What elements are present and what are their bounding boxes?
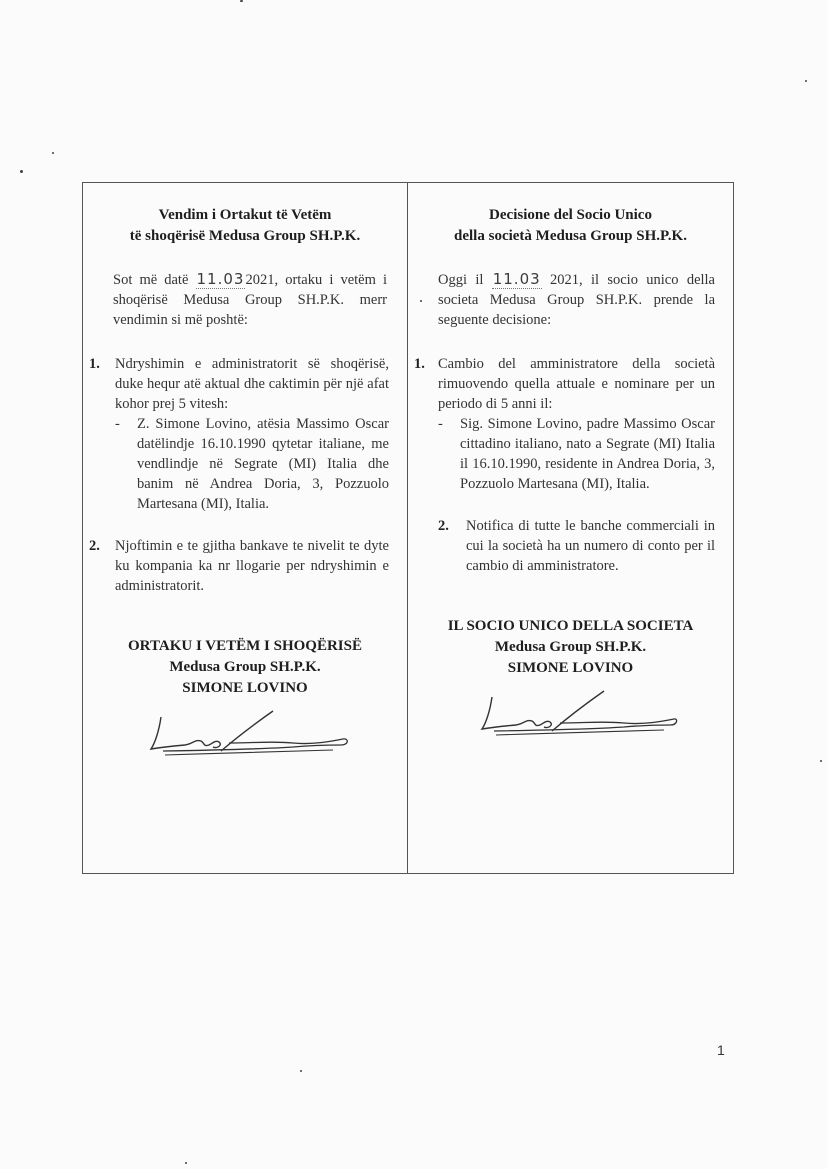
scan-speck — [300, 1070, 302, 1072]
albanian-intro — [83, 269, 407, 330]
albanian-item-1-text: Ndryshimin e administratorit së shoqërisë, duke hequr atë aktual dhe caktimin për një afat kohor prej 5 vitesh: — [115, 356, 389, 412]
albanian-signature-block — [83, 636, 407, 699]
albanian-handwritten-signature — [143, 703, 353, 763]
scan-speck — [420, 300, 422, 302]
italian-column — [408, 183, 733, 873]
albanian-intro-before: Sot më datë — [113, 272, 189, 288]
scan-speck — [52, 152, 54, 154]
albanian-item-1 — [83, 354, 407, 514]
albanian-handwritten-date: 11.03 — [196, 270, 245, 288]
italian-sign-line2: Medusa Group SH.P.K. — [494, 639, 647, 655]
albanian-title-line2: të shoqërisë Medusa Group SH.P.K. — [129, 228, 361, 244]
scan-speck — [805, 80, 807, 82]
albanian-subitem-dash: - — [115, 416, 120, 432]
italian-subitem-dash: - — [438, 416, 443, 432]
italian-intro-before: Oggi il — [438, 272, 484, 288]
albanian-subitem-text: Z. Simone Lovino, atësia Massimo Oscar datëlindje 16.10.1990 qytetar italiane, me vendlindje në Segrate (MI) Italia dhe banim në Andrea Doria, 3, Pozzuolo Martesana (MI), Italia. — [137, 416, 389, 512]
italian-item-1-number: 1. — [414, 356, 425, 372]
scan-speck — [20, 170, 23, 173]
italian-subitem-text: Sig. Simone Lovino, padre Massimo Oscar cittadino italiano, nato a Segrate (MI) Italia il 16.10.1990, residente in Andrea Doria, 3, Pozzuolo Martesana (MI), Italia. — [460, 416, 715, 492]
italian-item-2 — [408, 516, 733, 576]
italian-intro — [408, 269, 733, 330]
italian-sign-line1: IL SOCIO UNICO DELLA SOCIETA — [447, 618, 694, 634]
italian-signature-block — [408, 616, 733, 679]
albanian-sign-line2: Medusa Group SH.P.K. — [169, 659, 321, 675]
albanian-item-2 — [83, 536, 407, 596]
albanian-title — [83, 205, 407, 247]
italian-title — [408, 205, 733, 247]
italian-handwritten-signature — [470, 683, 680, 743]
italian-handwritten-date: 11.03 — [492, 270, 541, 288]
italian-title-line1: Decisione del Socio Unico — [489, 207, 652, 223]
albanian-intro-after: 2021, ortaku i vetëm i shoqërisë Medusa Group SH.P.K. merr vendimin si më poshtë: — [113, 272, 388, 328]
scan-speck — [185, 1162, 187, 1164]
scan-speck — [820, 760, 822, 762]
italian-item-1-text: Cambio del amministratore della società rimuovendo quella attuale e nominare per un periodo di 5 anni il: — [438, 356, 715, 412]
albanian-sign-line1: ORTAKU I VETËM I SHOQËRISË — [128, 638, 362, 654]
albanian-item-1-number: 1. — [89, 356, 100, 372]
albanian-item-1-subitem — [115, 414, 389, 514]
italian-item-1-subitem — [438, 414, 715, 494]
albanian-title-line1: Vendim i Ortakut të Vetëm — [158, 207, 332, 223]
albanian-item-2-text: Njoftimin e te gjitha bankave te nivelit te dyte ku kompania ka nr llogarie per ndryshimin e administratorit. — [115, 538, 389, 594]
scan-speck — [240, 0, 243, 2]
italian-item-2-text: Notifica di tutte le banche commerciali in cui la società ha un numero di conto per il cambio di amministratore. — [466, 518, 715, 574]
italian-sign-line3: SIMONE LOVINO — [507, 660, 634, 676]
albanian-column — [83, 183, 408, 873]
albanian-sign-line3: SIMONE LOVINO — [182, 680, 308, 696]
italian-title-line2: della società Medusa Group SH.P.K. — [454, 228, 687, 244]
albanian-item-2-number: 2. — [89, 538, 100, 554]
italian-intro-after: 2021, il socio unico della societa Medusa Group SH.P.K. prende la seguente decisione: — [438, 272, 715, 328]
italian-item-1 — [408, 354, 733, 494]
italian-item-2-number: 2. — [438, 518, 449, 534]
page-number: 1 — [717, 1042, 725, 1058]
bilingual-decision-table — [82, 182, 734, 874]
